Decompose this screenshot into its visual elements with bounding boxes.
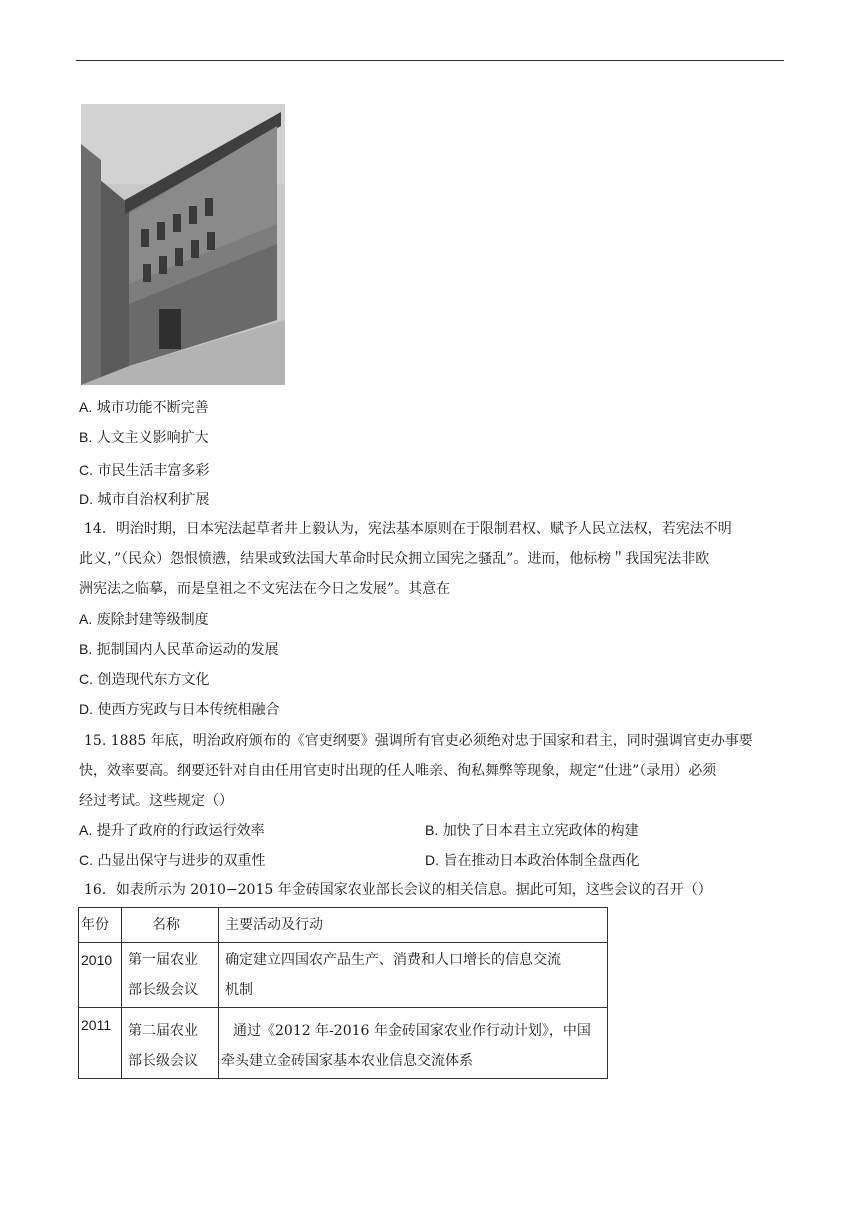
q14-option-c: C. 创造现代东方文化 <box>79 671 210 688</box>
q14-option-d: D. 使西方宪政与日本传统相融合 <box>79 701 280 718</box>
q14-stem-line3: 洲宪法之临摹，而是皇祖之不文宪法在今日之发展”。其意在 <box>79 581 451 597</box>
cell-activities <box>219 943 608 1008</box>
cell-activities-line1: 确定建立四国农产品生产、消费和人口增长的信息交流 <box>225 952 561 968</box>
q15-stem-line3: 经过考试。这些规定（） <box>79 793 233 809</box>
cell-name <box>122 1008 219 1079</box>
cell-name-line1: 第一届农业 <box>128 952 198 968</box>
cell-year: 2010 <box>79 943 122 1008</box>
q15-stem-line1: 15. 1885 年底，明治政府颁布的《官吏纲要》强调所有官吏必须绝对忠于国家和君主，同时强调官吏办事要 <box>84 733 753 749</box>
q15-option-c: C. 凸显出保守与进步的双重性 <box>79 852 266 869</box>
q15-stem-line2: 快，效率要高。纲要还针对自由任用官吏时出现的任人唯亲、徇私舞弊等现象，规定“仕进”（录用）必须 <box>79 763 717 779</box>
q14-option-b: B. 扼制国内人民革命运动的发展 <box>79 641 279 658</box>
q14-option-a: A. 废除封建等级制度 <box>79 611 209 628</box>
cell-activities <box>219 1008 608 1079</box>
q15-option-a: A. 提升了政府的行政运行效率 <box>79 822 265 839</box>
table-row <box>79 943 608 1008</box>
q14-stem-line1: 14．明治时期，日本宪法起草者井上毅认为，宪法基本原则在于限制君权、赋予人民立法权，若宪法不明 <box>84 521 732 537</box>
header-activities: 主要活动及行动 <box>219 908 608 943</box>
table-row <box>79 1008 608 1079</box>
cell-activities-line2: 机制 <box>225 982 253 998</box>
building-photo <box>81 104 285 385</box>
q14-stem-line2: 此义，”（民众）怨恨愤懑，结果或致法国大革命时民众拥立国宪之骚乱”。进而，他标榜＂我国宪法非欧 <box>79 551 710 567</box>
option-a: A. 城市功能不断完善 <box>79 399 209 416</box>
header-year: 年份 <box>79 908 122 943</box>
option-b: B. 人文主义影响扩大 <box>79 429 209 446</box>
header-rule <box>76 60 784 61</box>
option-d: D. 城市自治权利扩展 <box>79 491 210 508</box>
cell-year: 2011 <box>79 1008 122 1079</box>
cell-activities-line1: 通过《2012 年-2016 年金砖国家农业作行动计划》，中国 <box>233 1023 591 1039</box>
cell-name-line2: 部长级会议 <box>128 1053 198 1069</box>
cell-name-line2: 部长级会议 <box>128 982 198 998</box>
q15-option-d: D. 旨在推动日本政治体制全盘西化 <box>425 852 640 869</box>
cell-activities-line2: 牵头建立金砖国家基本农业信息交流体系 <box>221 1053 473 1069</box>
q16-stem: 16．如表所示为 2010−2015 年金砖国家农业部长会议的相关信息。据此可知，这些会议的召开（） <box>84 882 712 898</box>
cell-name <box>122 943 219 1008</box>
header-name: 名称 <box>122 908 219 943</box>
q15-option-b: B. 加快了日本君主立宪政体的构建 <box>425 822 639 839</box>
info-table <box>78 907 608 1079</box>
option-c: C. 市民生活丰富多彩 <box>79 462 210 479</box>
table-header-row <box>79 908 608 943</box>
cell-name-line1: 第二届农业 <box>128 1023 198 1039</box>
